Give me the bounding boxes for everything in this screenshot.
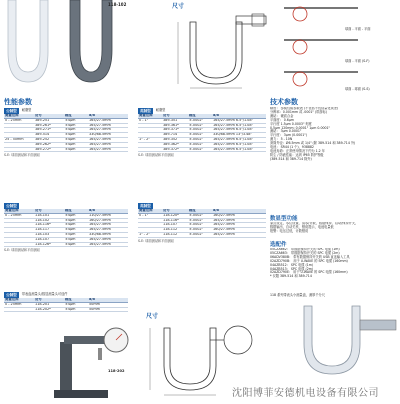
header-accuracy: 精度 xyxy=(64,114,88,118)
table-cell: ±5μm xyxy=(64,232,88,237)
tab-label: 英制型 xyxy=(140,204,151,208)
accessories-list xyxy=(270,248,398,279)
table-cell: 165/27.5mm 6.5"/1.08" xyxy=(212,118,266,123)
table-cell: 118-116* xyxy=(34,223,64,228)
table-cell: 0 - 25mm xyxy=(4,213,34,218)
header-range: 测量范围 xyxy=(138,209,162,213)
table-row xyxy=(4,147,128,152)
tab-note: 耐磨型 xyxy=(155,108,166,113)
tab-note: 耐磨型 xyxy=(21,108,32,113)
watermark-text: 沈阳博菲安德机电设备有限公司 xyxy=(232,388,379,399)
table-cell: 118-107 xyxy=(162,223,188,228)
table-cell: 165/27.5mm 6.5"/1.08" xyxy=(212,137,266,142)
tech-line: 精度： 参阅性能参数表 (不包括不包括量化误差) xyxy=(270,107,339,110)
table-cell: 389-361* xyxy=(162,123,188,128)
header-ab: a/b xyxy=(88,209,128,213)
header-accuracy: 精度 xyxy=(64,298,88,302)
table-cell: 118-101 xyxy=(34,213,64,218)
table-cell: ±.0002" xyxy=(188,147,212,152)
anvil-label-sf: 球面 - 平面 (S-F) xyxy=(345,59,370,63)
table-row xyxy=(4,307,128,312)
table-cell: 50mm xyxy=(88,307,128,312)
header-ab: a/b xyxy=(88,298,128,302)
table-cell: 389-714 xyxy=(162,133,188,138)
table-cell: 165/27.5mm xyxy=(88,242,128,247)
tab-label: 公制型 xyxy=(6,204,17,208)
tech-line: 测砧： 硬质合金 xyxy=(270,113,294,118)
tech-line: 0.5μm 120mm: 0.0001" 1μm 0.0001" xyxy=(270,125,331,130)
accessories-title: 选配件 xyxy=(270,242,287,248)
header-range: 测量范围 xyxy=(4,298,34,302)
table-row xyxy=(138,147,266,152)
table-cell xyxy=(4,147,34,152)
function-line: 原点设定，零位设置，清零/计数，数据保持，启动/保持开关， xyxy=(270,222,359,225)
left-table-2 xyxy=(4,203,128,252)
digital-functions-list xyxy=(270,222,398,234)
tech-line: (389-514 和 389-714 除外) xyxy=(270,156,312,161)
table-cell: 165/27.5mm xyxy=(212,218,266,223)
product-photo-white xyxy=(0,0,62,84)
table-cell: ±.0002" xyxy=(188,228,212,233)
accessory-line: 02AZD790E： 用于 U-WAVE 的 SPC 电缆 (160mm) xyxy=(270,270,348,275)
tech-line: 分辨率：0.001mm 或 .0001" (带游标) xyxy=(270,109,327,114)
digital-functions-title: 数显型功能 xyxy=(270,216,298,222)
table-cell: 165/27.5mm xyxy=(212,223,266,228)
table-body xyxy=(138,213,266,237)
table-cell: 389-271* xyxy=(34,128,64,133)
table-cell: ±.0002" xyxy=(188,118,212,123)
table-cell: 389-261* xyxy=(34,123,64,128)
table-cell xyxy=(4,307,34,312)
tech-line: 电池： SR44 (1 个)，938882 xyxy=(270,145,314,150)
table-cell: 25 - 50mm xyxy=(4,137,34,142)
table-cell xyxy=(4,242,34,247)
tab-label: 公制型 xyxy=(6,109,17,113)
function-line: 报警：电压过低，计数错误 xyxy=(270,228,309,233)
table-cell: ±.0002" xyxy=(188,137,212,142)
table-cell: 165/27.5mm xyxy=(88,118,128,123)
tab-label: 英制型 xyxy=(140,109,151,113)
table-cell: ±4μm xyxy=(64,213,88,218)
accessory-line: 05CZA662： 带数据保持开关的 SPC 电缆 (1m) xyxy=(270,248,340,251)
tech-line: 测力： 5 - 10N xyxy=(270,137,293,142)
tech-line: 测砧： 3μm 0.0001" xyxy=(270,129,302,134)
tech-line: 套筒外径：Ø6.5mm 或 1/4" (除 389-514 和 389-714 外) xyxy=(270,141,356,146)
table-cell: 165/27.5mm 6.5"/1.08" xyxy=(212,142,266,147)
tech-specs-list xyxy=(270,107,398,162)
table-cell: 165/27.5mm xyxy=(88,137,128,142)
header-code: 货号 xyxy=(34,298,64,302)
table-cell: 118-202* xyxy=(34,307,64,312)
accessory-line: 04AZB513： SPC 电缆 (2m) xyxy=(270,266,314,271)
table-row xyxy=(4,137,128,142)
tech-line: 平行度： 3μm (0.0001") xyxy=(270,133,308,138)
header-accuracy: 精度 xyxy=(64,209,88,213)
table-cell: 118-117 xyxy=(34,228,64,233)
accessory-line: 02AZD790B： 用于 U-WAVE 的 SPC 电缆 (160mm) xyxy=(270,258,348,263)
product-photo-gray xyxy=(64,0,118,86)
left-table-1 xyxy=(4,108,128,157)
dial-thickness-gauge-photo xyxy=(40,322,140,400)
table-cell: 118-120* xyxy=(162,213,188,218)
table-cell: ±4μm xyxy=(64,123,88,128)
header-accuracy: 精度 xyxy=(188,114,212,118)
tech-specs-title: 技术参数 xyxy=(270,98,298,106)
table-cell: 165/27.5mm xyxy=(88,128,128,133)
table-note: S-E: 球面测砧和平面测砧 xyxy=(138,153,174,158)
header-range: 测量范围 xyxy=(138,114,162,118)
table-cell: ±.0002" xyxy=(188,142,212,147)
table-cell: ±5μm xyxy=(64,237,88,242)
table-cell: 165/27.5mm xyxy=(88,228,128,233)
table-cell: 165/27.5mm xyxy=(88,123,128,128)
model-label-top: 118-102 xyxy=(108,2,127,7)
table-cell: ±.0002" xyxy=(188,232,212,237)
table-cell: ±.0002" xyxy=(188,123,212,128)
table-cell: ±4μm xyxy=(64,223,88,228)
table-cell: 160/27.5mm xyxy=(88,218,128,223)
table-cell: 110/27.5mm xyxy=(88,213,128,218)
accessory-line: 04AZB512： SPC 电缆 (1m) xyxy=(270,262,314,267)
table-cell: 165/27.5mm xyxy=(88,142,128,147)
header-code: 货号 xyxy=(34,114,64,118)
table-cell: 118-126* xyxy=(34,242,64,247)
table-cell: 0 - 25mm xyxy=(4,302,34,307)
table-cell: 165/27.5mm xyxy=(88,223,128,228)
header-ab: a/b xyxy=(88,114,128,118)
table-cell: ±4μm xyxy=(64,128,88,133)
function-line: 数据输出，自动关机，错误提示，电池电量低 xyxy=(270,224,334,229)
header-code: 货号 xyxy=(162,114,188,118)
table-cell: 0 - 25mm xyxy=(4,118,34,123)
tech-line: 平行度 1.5μm 0.0003" 刻度 xyxy=(270,121,312,126)
table-cell: 389-252 xyxy=(34,137,64,142)
table-cell: 330/88.5mm xyxy=(88,232,128,237)
table-cell: 165/27.5mm xyxy=(212,232,266,237)
dimension-drawing-top xyxy=(176,4,268,90)
middle-table-2 xyxy=(138,203,266,243)
table-cell: ±4μm xyxy=(64,242,88,247)
table-cell: 1" - 2" xyxy=(138,232,162,237)
table-cell: 389-352 xyxy=(162,137,188,142)
table-body xyxy=(138,118,266,152)
table-cell: 118-201 xyxy=(34,302,64,307)
table-cell: ±4μm xyxy=(64,147,88,152)
table-cell: 165/27.5mm 6.5"/1.08" xyxy=(212,128,266,133)
table-cell: ±.0002" xyxy=(188,213,212,218)
accessory-line: 06ADV380B： 带有数据保持开关的 USB 直连输入工具 xyxy=(270,254,350,259)
header-code: 货号 xyxy=(34,209,64,213)
table-cell: ±4μm xyxy=(64,218,88,223)
table-cell: 118-103 xyxy=(34,232,64,237)
table-cell: 118-107 xyxy=(34,237,64,242)
table-cell xyxy=(138,147,162,152)
table-cell: 389-371* xyxy=(162,128,188,133)
table-cell: 330/88.5mm xyxy=(88,133,128,138)
table-cell: 389-351 xyxy=(162,118,188,123)
table-cell: 0 - 1" xyxy=(138,213,162,218)
table-cell: ±4μm xyxy=(64,302,88,307)
table-cell: 389-362* xyxy=(162,142,188,147)
table-cell: ±4μm xyxy=(64,133,88,138)
tech-line: 防尘 / 防液性能：达到 IP65 防护等级 xyxy=(270,152,324,157)
table-cell: 389-251 xyxy=(34,118,64,123)
table-cell: ±.0002" xyxy=(188,128,212,133)
table-cell: ±4μm xyxy=(64,137,88,142)
table-cell: ±4μm xyxy=(64,228,88,233)
tab-label: 公制型 xyxy=(6,293,17,297)
accessory-line: 05CZA663： 带数据保持开关的 SPC 电缆 (2m) xyxy=(270,250,340,255)
table-cell: 165/27.5mm xyxy=(88,237,128,242)
table-cell: 50mm xyxy=(88,302,128,307)
model-label-bottom: 118-202 xyxy=(108,369,125,373)
middle-table-1 xyxy=(138,108,266,157)
table-cell: 118-102 xyxy=(34,218,64,223)
table-cell: 389-272* xyxy=(34,147,64,152)
table-cell: ±.0002" xyxy=(188,218,212,223)
table-cell: 118-112 xyxy=(162,228,188,233)
table-row xyxy=(4,242,128,247)
table-cell: 165/27.5mm xyxy=(88,147,128,152)
table-cell: 389-262* xyxy=(34,142,64,147)
table-cell: 165/27.5mm 6.5"/1.08" xyxy=(212,123,266,128)
anvil-label-ss: 球面 - 球面 (S-S) xyxy=(345,87,370,91)
table-cell: 160/27.5mm xyxy=(212,228,266,233)
tech-line: 平面度： 0.6μm xyxy=(270,117,294,122)
photo-caption: 118 系列带表头小测量盘，测厚千分尺 xyxy=(270,293,325,297)
table-cell: 389-514 xyxy=(34,133,64,138)
header-code: 货号 xyxy=(162,209,188,213)
table-cell: 165/27.5mm 6.5"/1.08" xyxy=(212,147,266,152)
thickness-gauge-photo-right xyxy=(276,300,400,380)
table-note: S-E: 球面测砧和平面测砧 xyxy=(138,238,174,243)
table-cell: 0 - 1" xyxy=(138,118,162,123)
table-cell: 160/27.5mm xyxy=(212,213,266,218)
table-note: S-E: 球面测砧和平面测砧 xyxy=(4,153,40,158)
anvil-label-flat: 球面 - 平面 - 平面 xyxy=(345,27,371,31)
table-note: S-E: 球面测砧和平面测砧 xyxy=(4,248,40,253)
header-accuracy: 精度 xyxy=(188,209,212,213)
table-cell: ±.0002" xyxy=(188,133,212,138)
table-body xyxy=(4,118,128,152)
performance-title: 性能参数 xyxy=(4,98,32,106)
table-cell: 389-372* xyxy=(162,147,188,152)
table-cell: 118-112 xyxy=(162,232,188,237)
dimension-title-top: 尺寸 xyxy=(172,3,185,10)
table-body xyxy=(4,213,128,247)
table-cell: 330/88.5mm 13"/3.48" xyxy=(212,133,266,138)
table-cell: ±4μm xyxy=(64,142,88,147)
header-ab: a/b xyxy=(212,209,266,213)
accessory-line: * 仅限 389-514 和 389-714 xyxy=(270,274,312,279)
tech-line: 电池寿命：正常使用情况下约为 1.2 年 xyxy=(270,148,325,153)
header-ab: a/b xyxy=(212,114,266,118)
header-range: 测量范围 xyxy=(4,114,34,118)
table-cell: ±.0002" xyxy=(188,223,212,228)
table-cell: ±4μm xyxy=(64,307,88,312)
table-cell: 118-116* xyxy=(162,218,188,223)
left-table-3 xyxy=(4,292,128,312)
dimension-title-bottom: 尺寸 xyxy=(146,313,159,320)
table-body xyxy=(4,302,128,312)
tab-note: 带表盘测量头/数显测量头可选件 xyxy=(21,292,68,297)
table-row xyxy=(138,232,266,237)
header-range: 测量范围 xyxy=(4,209,34,213)
table-cell: ±4μm xyxy=(64,118,88,123)
anvil-diagram-panel xyxy=(278,0,400,95)
table-cell: 1" - 2" xyxy=(138,137,162,142)
